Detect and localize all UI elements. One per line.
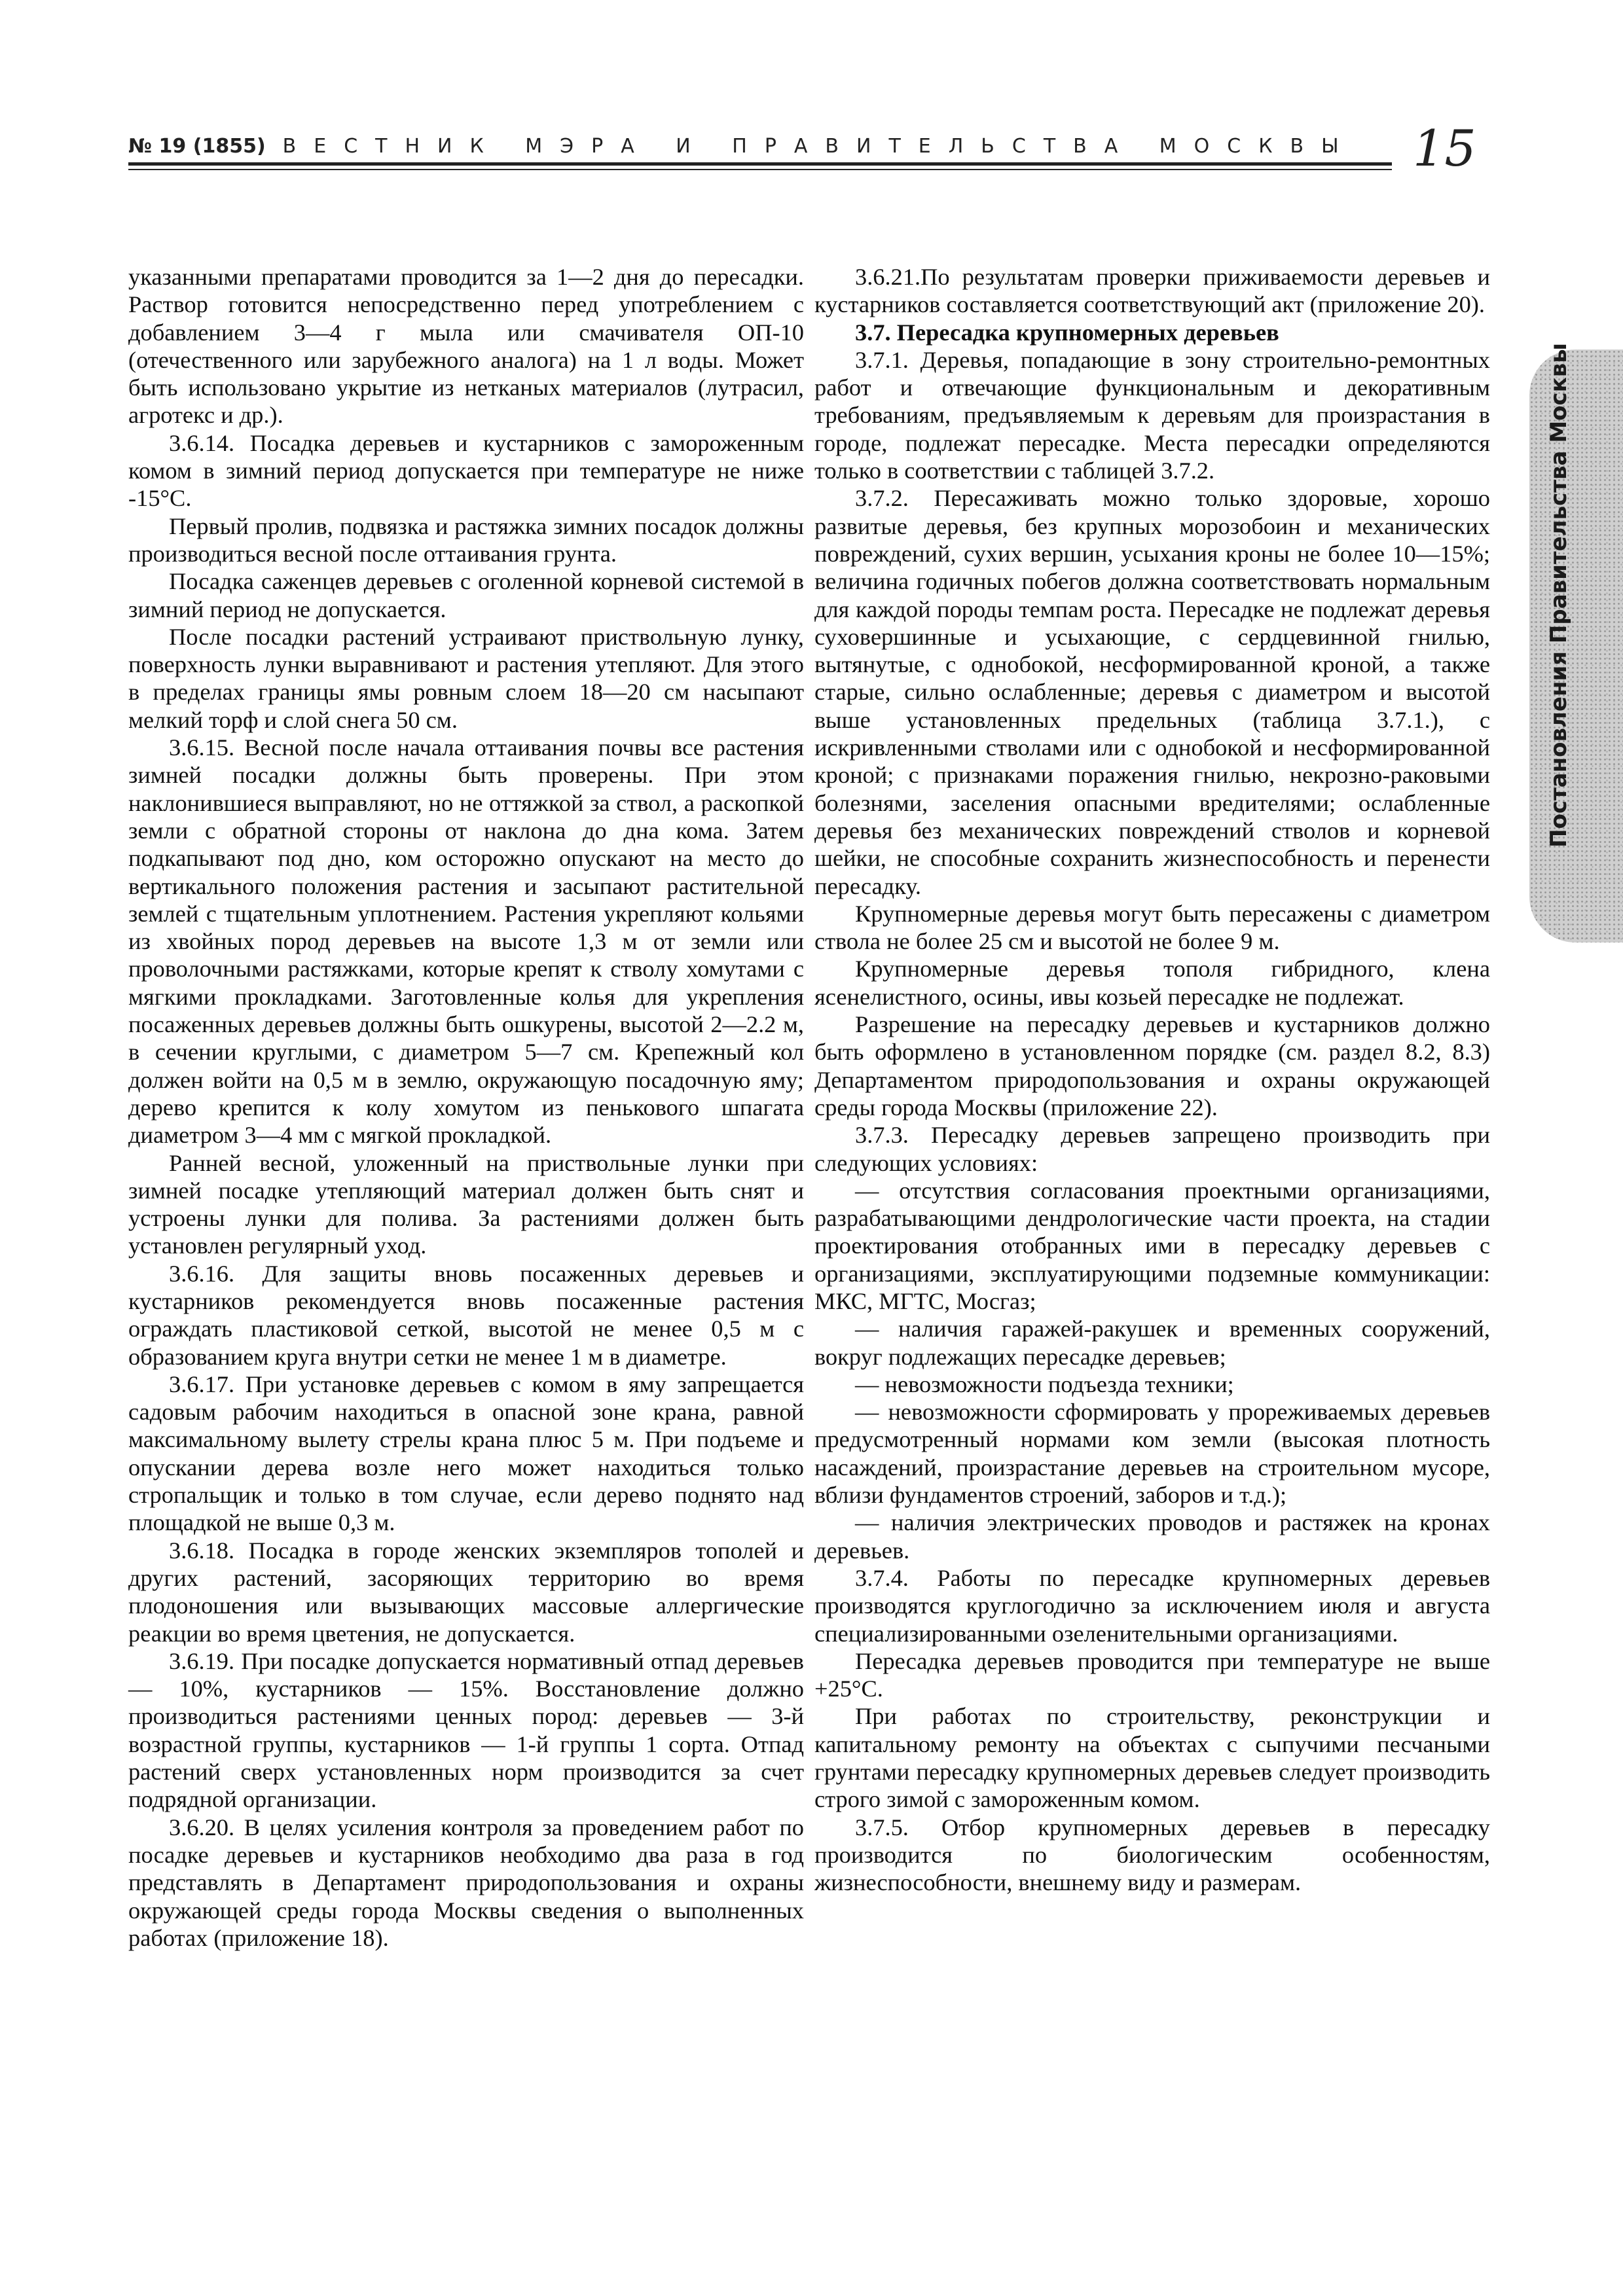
paragraph: 3.7.2. Пересаживать можно только здоровые, хорошо развитые деревья, без крупных морозобоин и механических повреждений, сухих вершин, усыхания кроны не более 10—15%; величина годичных побегов должна соответствовать нормальным для каждой породы темпам роста. Пересадке не подлежат деревья суховершинные и усыхающие, с сердцевинной гнилью, вытянутые, с однобокой, несформированной кроной, а также старые, сильно ослабленные; деревья с диаметром и высотой выше установленных предельных (таблица 3.7.1.), с искривленными стволами или с однобокой и несформированной кроной; с признаками поражения гнилью, некрозно-раковыми болезнями, заселения опасными вредителями; ослабленные деревья без механических повреждений стволов и корневой шейки, не способные сохранить жизнеспособность и перенести пересадку. bbox=[814, 485, 1490, 899]
paragraph: — отсутствия согласования проектными организациями, разрабатывающими дендрологические части проекта, на стадии проектирования отобранных ими в пересадку деревьев с организациями, эксплуатирующими подземные коммуникации: МКС, МГТС, Мосгаз; bbox=[814, 1177, 1490, 1314]
left-column bbox=[128, 263, 804, 1952]
paragraph: — невозможности сформировать у прореживаемых деревьев предусмотренный нормами ком земли (высокая плотность насаждений, произрастание деревьев на строительном мусоре, вблизи фундаментов строений, заборов и т.д.); bbox=[814, 1399, 1490, 1509]
paragraph: Крупномерные деревья тополя гибридного, клена ясенелистного, осины, ивы козьей пересадке не подлежат. bbox=[814, 956, 1490, 1010]
paragraph: При работах по строительству, реконструкции и капитальному ремонту на объектах с сыпучими песчаными грунтами пересадку крупномерных деревьев следует производить строго зимой с замороженным комом. bbox=[814, 1703, 1490, 1813]
paragraph: 3.7.3. Пересадку деревьев запрещено производить при следующих условиях: bbox=[814, 1122, 1490, 1176]
side-tab-label: Постановления Правительства Москвы bbox=[1546, 342, 1572, 848]
header-rule bbox=[128, 162, 1392, 166]
paragraph: — невозможности подъезда техники; bbox=[855, 1371, 1234, 1397]
paragraph: Посадка саженцев деревьев с оголенной корневой системой в зимний период не допускается. bbox=[128, 568, 804, 622]
paragraph: 3.6.16. Для защиты вновь посаженных деревьев и кустарников рекомендуется вновь посаженные растения ограждать пластиковой сеткой, высотой не менее 0,5 м с образованием круга внутри сетки не менее 1 м в диаметре. bbox=[128, 1260, 804, 1370]
section-heading: 3.7. Пересадка крупномерных деревьев bbox=[855, 319, 1279, 346]
header-rule-thin bbox=[128, 169, 1392, 170]
paragraph: Ранней весной, уложенный на приствольные лунки при зимней посадке утепляющий материал должен быть снят и устроены лунки для полива. За растениями должен быть установлен регулярный уход. bbox=[128, 1149, 804, 1259]
issue-number: № 19 (1855) bbox=[128, 135, 266, 158]
journal-title: ВЕСТНИК МЭРА И ПРАВИТЕЛЬСТВА МОСКВЫ bbox=[282, 135, 1357, 158]
paragraph: Крупномерные деревья могут быть пересажены с диаметром ствола не более 25 см и высотой не более 9 м. bbox=[814, 900, 1490, 955]
paragraph: 3.6.14. Посадка деревьев и кустарников с замороженным комом в зимний период допускается при температуре не ниже -15°С. bbox=[128, 429, 804, 512]
paragraph: указанными препаратами проводится за 1—2 дня до пересадки. Раствор готовится непосредственно перед употреблением с добавлением 3—4 г мыла или смачивателя ОП-10 (отечественного или зарубежного аналога) на 1 л воды. Может быть использовано укрытие из нетканых материалов (лутрасил, агротекс и др.). bbox=[128, 264, 804, 429]
paragraph: — наличия гаражей-ракушек и временных сооружений, вокруг подлежащих пересадке деревьев; bbox=[814, 1316, 1490, 1370]
paragraph: После посадки растений устраивают приствольную лунку, поверхность лунки выравнивают и растения утепляют. Для этого в пределах границы ямы ровным слоем 18—20 см насыпают мелкий торф и слой снега 50 см. bbox=[128, 623, 804, 733]
paragraph: 3.6.18. Посадка в городе женских экземпляров тополей и других растений, засоряющих территорию во время плодоношения или вызывающих массовые аллергические реакции во время цветения, не допускается. bbox=[128, 1537, 804, 1647]
paragraph: 3.6.20. В целях усиления контроля за проведением работ по посадке деревьев и кустарников необходимо два раза в год представлять в Департамент природопользования и охраны окружающей среды города Москвы сведения о выполненных работах (приложение 18). bbox=[128, 1814, 804, 1951]
paragraph: 3.7.5. Отбор крупномерных деревьев в пересадку производится по биологическим особенностям, жизнеспособности, внешнему виду и размерам. bbox=[814, 1814, 1490, 1896]
paragraph: — наличия электрических проводов и растяжек на кронах деревьев. bbox=[814, 1509, 1490, 1564]
paragraph: 3.7.1. Деревья, попадающие в зону строительно-ремонтных работ и отвечающие функциональным и декоративным требованиям, предъявляемым к деревьям для произрастания в городе, подлежат пересадке. Места пересадки определяются только в соответствии с таблицей 3.7.2. bbox=[814, 346, 1490, 484]
paragraph: 3.7.4. Работы по пересадке крупномерных деревьев производятся круглогодично за исключением июля и августа специализированными озеленительными организациями. bbox=[814, 1564, 1490, 1647]
paragraph: Пересадка деревьев проводится при температуре не выше +25°С. bbox=[814, 1647, 1490, 1702]
page-header bbox=[128, 119, 1476, 190]
paragraph: Разрешение на пересадку деревьев и кустарников должно быть оформлено в установленном порядке (см. раздел 8.2, 8.3) Департаментом природопользования и охраны окружающей среды города Москвы (приложение 22). bbox=[814, 1011, 1490, 1121]
header-text bbox=[128, 135, 1357, 158]
paragraph: 3.6.17. При установке деревьев с комом в яму запрещается садовым рабочим находиться в опасной зоне крана, равной максимальному вылету стрелы крана плюс 5 м. При подъеме и опускании дерева возле него может находиться только стропальщик и только в том случае, если дерево поднято над площадкой не выше 0,3 м. bbox=[128, 1371, 804, 1536]
paragraph: 3.6.15. Весной после начала оттаивания почвы все растения зимней посадки должны быть проверены. При этом наклонившиеся выправляют, но не оттяжкой за ствол, а раскопкой земли с обратной стороны от наклона до дна кома. Затем подкапывают под дно, ком осторожно опускают на место до вертикального положения растения и засыпают растительной землей с тщательным уплотнением. Растения укрепляют кольями из хвойных пород деревьев на высоте 1,3 м от земли или проволочными растяжками, которые крепят к стволу хомутами с мягкими прокладками. Заготовленные колья для укрепления посаженных деревьев должны быть ошкурены, высотой 2—2.2 м, в сечении круглыми, с диаметром 5—7 см. Крепежный кол должен войти на 0,5 м в землю, окружающую посадочную яму; дерево крепится к колу хомутом из пенькового шпагата диаметром 3—4 мм с мягкой прокладкой. bbox=[128, 734, 804, 1149]
paragraph: 3.6.21.По результатам проверки приживаемости деревьев и кустарников составляется соответствующий акт (приложение 20). bbox=[814, 264, 1490, 318]
page-number: 15 bbox=[1413, 119, 1476, 177]
paragraph: Первый пролив, подвязка и растяжка зимних посадок должны производиться весной после оттаивания грунта. bbox=[128, 512, 804, 567]
side-tab bbox=[1529, 350, 1623, 942]
paragraph: 3.6.19. При посадке допускается нормативный отпад деревьев — 10%, кустарников — 15%. Восстановление должно производиться растениями ценных пород: деревьев — 3-й возрастной группы, кустарников — 1-й группы 1 сорта. Отпад растений сверх установленных норм производится за счет подрядной организации. bbox=[128, 1647, 804, 1813]
right-column bbox=[814, 263, 1490, 1897]
